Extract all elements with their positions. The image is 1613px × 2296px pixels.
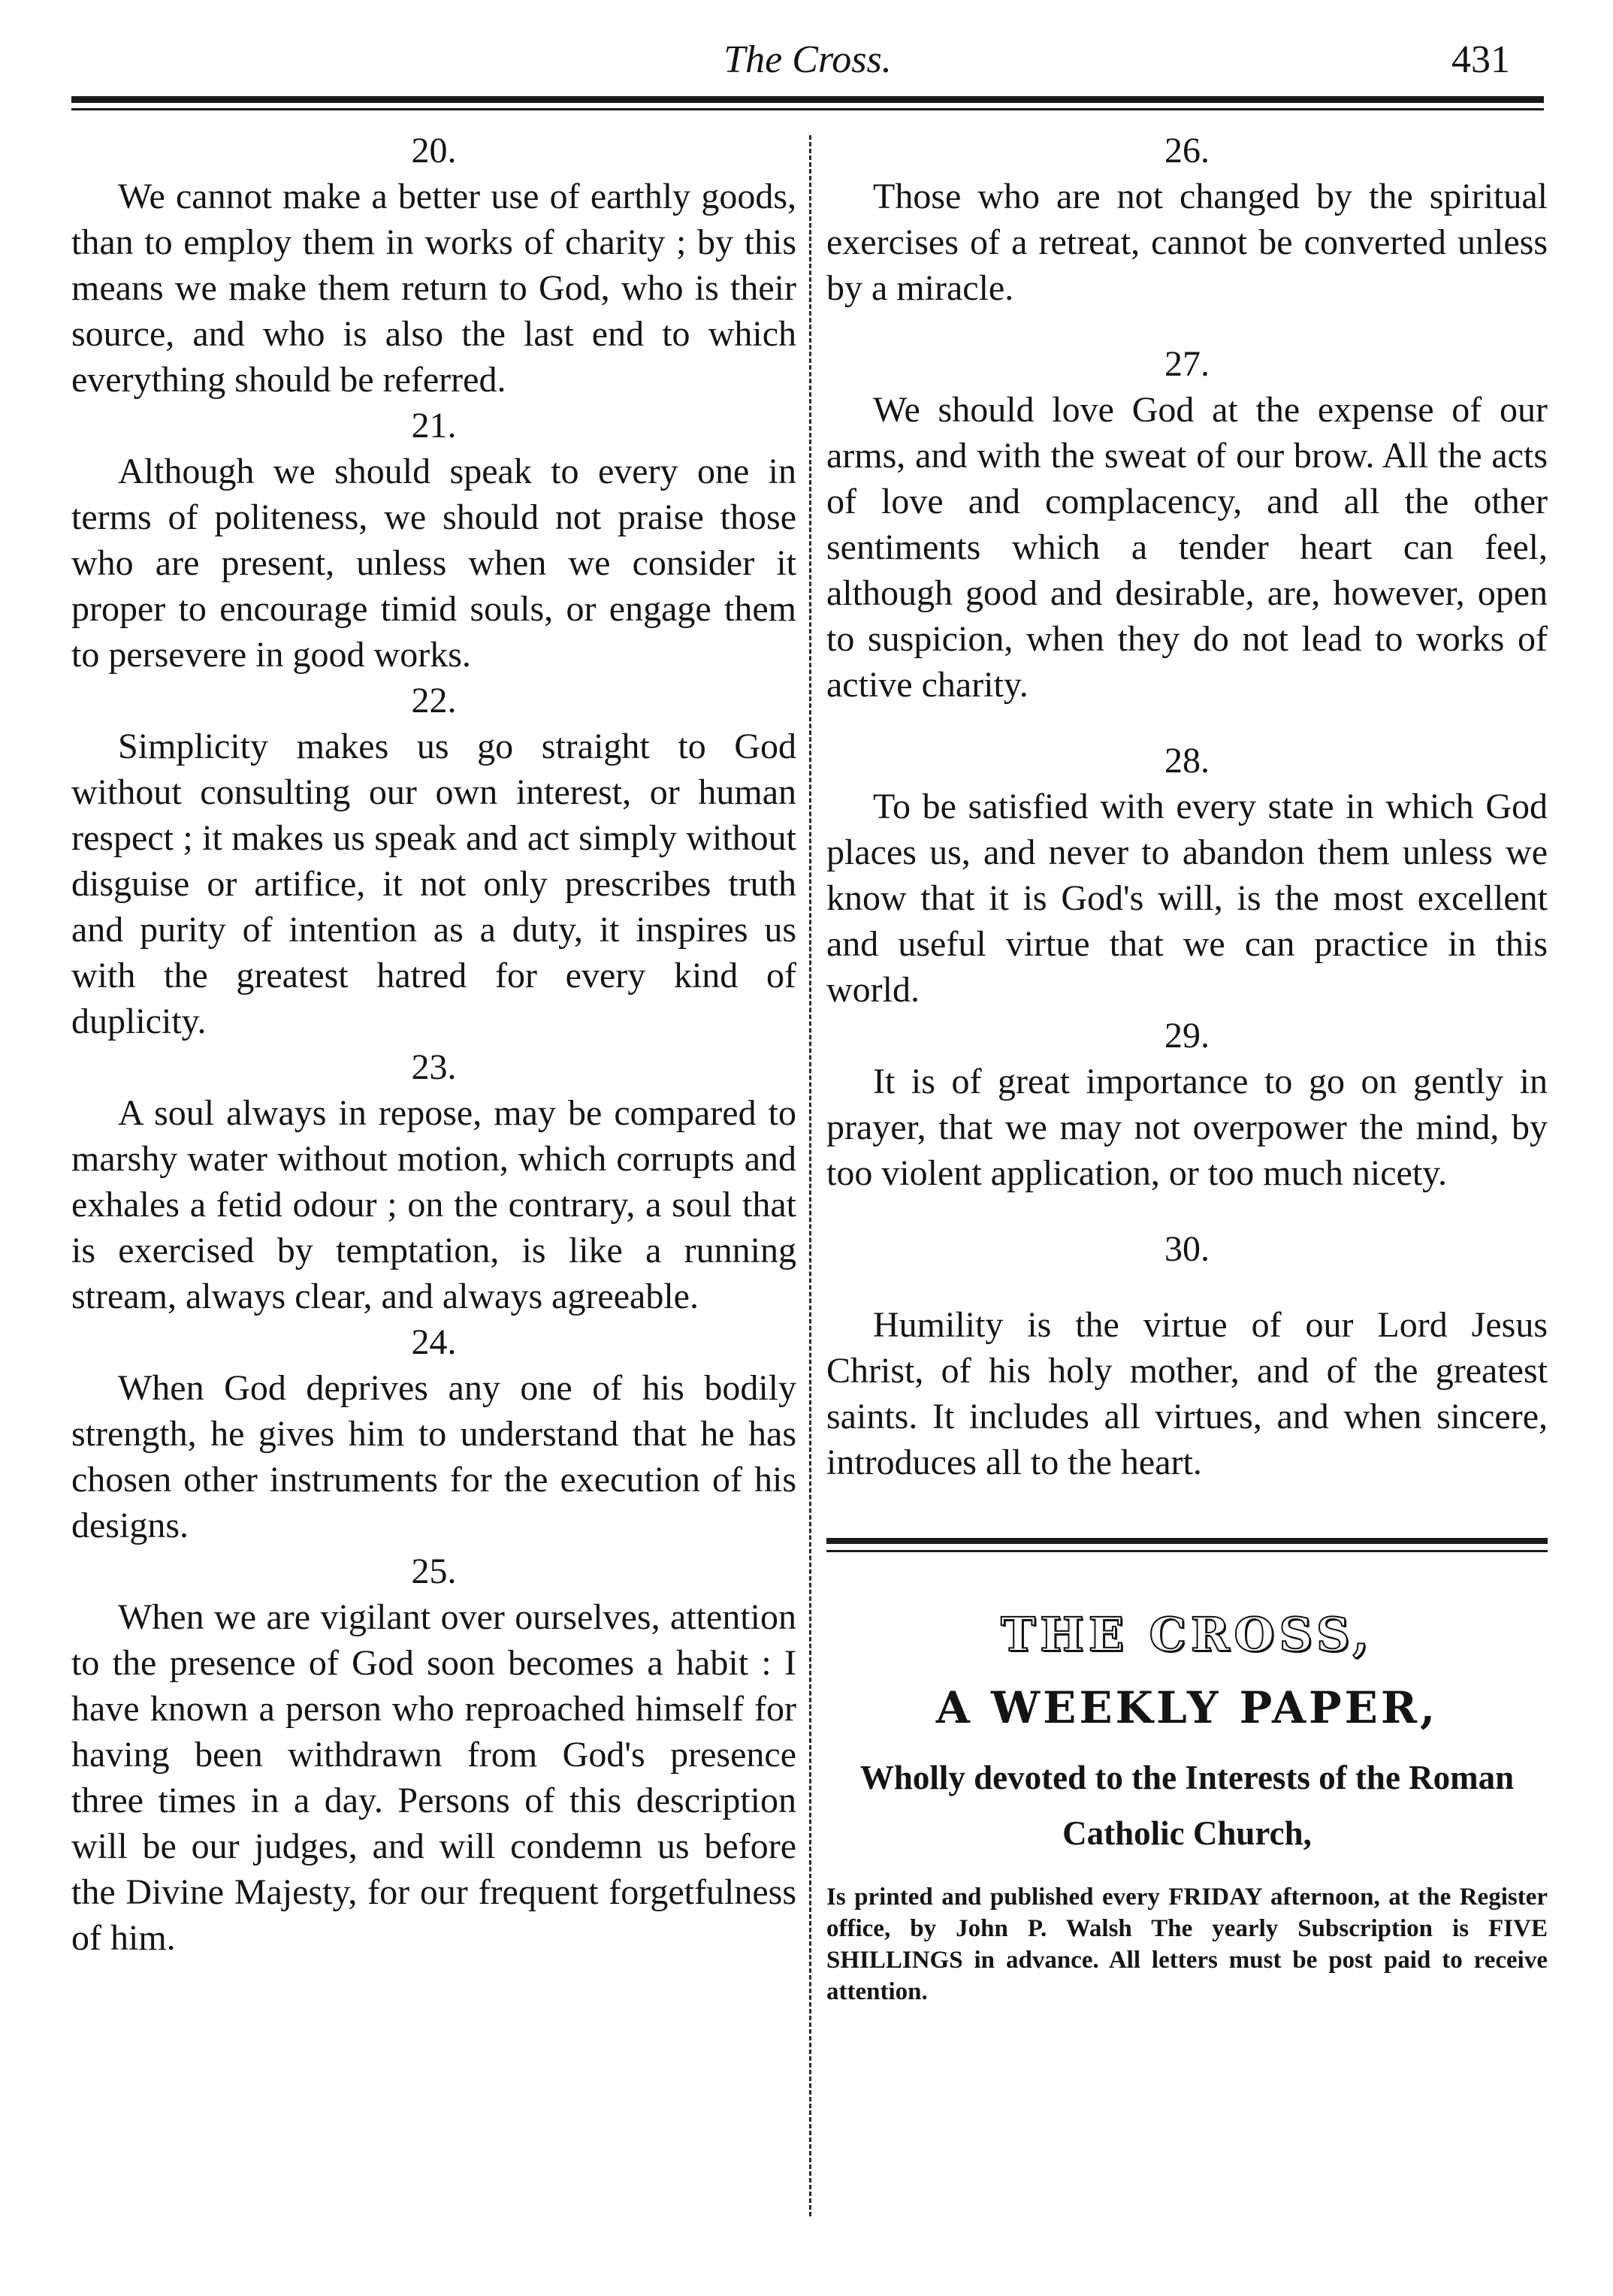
maxim-text: A soul always in repose, may be compared to marshy water without motion, which corrupts and exhales a fetid odour ; on the contrary, a soul that is exercised by temptation, is like a running stream, always clear, and always agreeable. [71, 1093, 796, 1316]
maxim-text: Humility is the virtue of our Lord Jesus Christ, of his holy mother, and of the greatest saints. It includes all virtues, and when sincere, introduces all to the heart. [826, 1305, 1548, 1482]
column-divider [809, 135, 811, 2216]
advertisement-subtitle: A WEEKLY PAPER, [935, 1682, 1439, 1733]
page-number: 431 [1451, 38, 1510, 81]
maxim-text: To be satisfied with every state in which God places us, and never to abandon them unless we know that it is God's will, is the most excellent and useful virtue that we can practice in this world. [826, 787, 1548, 1010]
maxim-text: Although we should speak to every one in terms of politeness, we should not praise those who are present, unless when we consider it proper to encourage timid souls, or engage them to persevere in good works. [71, 452, 796, 675]
maxim-24 [71, 1319, 796, 1548]
maxim-21 [71, 403, 796, 678]
maxim-27 [826, 341, 1548, 708]
maxim-number: 21. [411, 406, 457, 446]
maxim-22 [71, 678, 796, 1044]
running-title: The Cross. [723, 38, 892, 81]
maxim-text: Those who are not changed by the spiritual exercises of a retreat, cannot be converted unless by a miracle. [826, 177, 1548, 308]
maxim-number: 22. [411, 681, 457, 721]
advertisement-notice: Is printed and published every FRIDAY afternoon, at the Register office, by John P. Walsh The yearly Subscription is FIVE SHILLINGS in advance. All letters must be post paid to receive attention. [826, 1884, 1548, 2005]
page-header [71, 30, 1544, 90]
maxim-23 [71, 1044, 796, 1319]
advertisement-church-line: Catholic Church, [1062, 1814, 1312, 1852]
maxim-number: 28. [1164, 741, 1210, 781]
right-column [826, 128, 1548, 2007]
maxim-text: When we are vigilant over ourselves, attention to the presence of God soon becomes a habit : I have known a person who reproached himself for having been withdrawn from God's presence three times in a day. Persons of this description will be our judges, and will condemn us before the Divine Majesty, for our frequent forgetfulness of him. [71, 1597, 796, 1958]
maxim-number: 23. [411, 1047, 457, 1087]
maxim-number: 27. [1164, 344, 1210, 384]
advertisement-title: THE CROSS, [1001, 1607, 1373, 1662]
maxim-number: 26. [1164, 131, 1210, 171]
advertisement-rule-thin [826, 1550, 1548, 1552]
maxim-30 [826, 1226, 1548, 1485]
maxim-number: 29. [1164, 1016, 1210, 1056]
maxim-text: Simplicity makes us go straight to God without consulting our own interest, or human respect ; it makes us speak and act simply without disguise or artifice, it not only prescribes truth and purity of intention as a duty, it inspires us with the greatest hatred for every kind of duplicity. [71, 727, 796, 1041]
maxim-text: It is of great importance to go on gently in prayer, that we may not overpower the mind, by too violent application, or too much nicety. [826, 1062, 1548, 1193]
maxim-number: 30. [1164, 1229, 1210, 1269]
maxim-number: 24. [411, 1322, 457, 1362]
maxim-number: 25. [411, 1551, 457, 1591]
advertisement-devoted-line: Wholly devoted to the Interests of the Roman [859, 1759, 1515, 1796]
maxim-text: We cannot make a better use of earthly goods, than to employ them in works of charity ; by this means we make them return to God, who is their source, and who is also the last end to which everything should be referred. [71, 177, 796, 400]
header-rule-thin [71, 108, 1544, 110]
maxim-text: When God deprives any one of his bodily strength, he gives him to understand that he has chosen other instruments for the execution of his designs. [71, 1368, 796, 1545]
maxim-28 [826, 738, 1548, 1013]
maxim-26 [826, 128, 1548, 311]
maxim-25 [71, 1548, 796, 1961]
maxim-29 [826, 1013, 1548, 1196]
header-rule-thick [71, 96, 1544, 103]
maxim-number: 20. [411, 131, 457, 171]
left-column [71, 128, 796, 1961]
maxim-20 [71, 128, 796, 403]
maxim-text: We should love God at the expense of our arms, and with the sweat of our brow. All the acts of love and complacency, and all the other sentiments which a tender heart can feel, although good and desirable, are, however, open to suspicion, when they do not lead to works of active charity. [826, 390, 1548, 705]
advertisement [826, 1605, 1548, 2007]
advertisement-rule-thick [826, 1538, 1548, 1544]
